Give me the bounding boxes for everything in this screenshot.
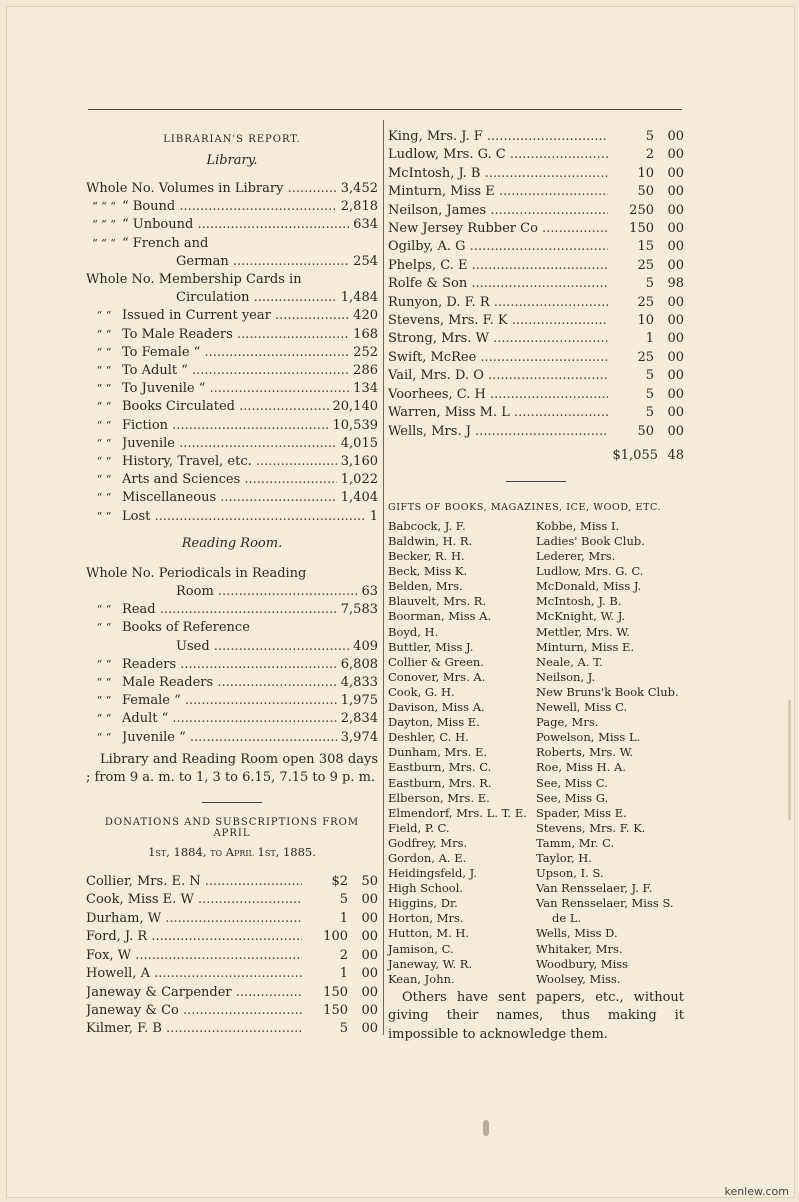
donation-dollars: 5: [645, 129, 654, 144]
gift-donor: Newell, Miss C.: [536, 700, 628, 715]
gift-donor: See, Miss G.: [536, 790, 609, 805]
gift-donor: McDonald, Miss J.: [536, 579, 642, 594]
donation-row: [388, 165, 684, 183]
donation-cents: 00: [361, 929, 378, 945]
donor-name: Durham, W .....: [86, 910, 302, 928]
stat-row: [86, 380, 378, 398]
stat-value: 3,452: [340, 181, 378, 196]
gift-donor: Ludlow, Mrs. G. C.: [536, 564, 644, 579]
gift-donor: High School.: [388, 881, 464, 896]
stat-value: 409: [353, 638, 378, 654]
donor-name: Ludlow, Mrs. G. C .....: [388, 146, 608, 164]
stat-row: [86, 489, 378, 507]
gift-donor: Whitaker, Mrs.: [536, 941, 623, 956]
donor-name: New Jersey Rubber Co .....: [388, 220, 608, 238]
donation-row: [86, 1020, 378, 1038]
donation-dollars: 250: [629, 202, 654, 218]
stat-value: 4,015: [340, 435, 378, 451]
donation-cents: 50: [361, 874, 378, 890]
gift-donor: Ladies' Book Club.: [536, 534, 645, 548]
gift-donor: Deshler, C. H.: [388, 730, 469, 745]
donor-name: Kilmer, F. B .....: [86, 1020, 302, 1038]
gift-donor: Belden, Mrs.: [388, 579, 463, 594]
gift-donor: Conover, Mrs. A.: [388, 669, 486, 684]
donation-cents: 00: [361, 984, 378, 1000]
stat-row: [86, 253, 378, 271]
stat-row: [86, 471, 378, 489]
donation-cents: 00: [361, 892, 378, 908]
stat-row: [86, 674, 378, 692]
stat-row: [86, 638, 378, 656]
stat-label: “ Bound .....: [122, 198, 337, 216]
gift-donor: Blauvelt, Mrs. R.: [388, 594, 487, 609]
donation-row: [86, 873, 378, 891]
stat-value: 4,833: [340, 675, 378, 691]
ditto-marks: “ “: [96, 418, 112, 432]
stat-row: [86, 216, 378, 234]
donor-name: Janeway & Co .....: [86, 1002, 302, 1020]
donation-cents: 00: [667, 294, 684, 310]
stat-value: 286: [353, 363, 378, 379]
donation-dollars: 25: [637, 257, 654, 273]
donation-cents: 00: [667, 147, 684, 163]
stat-value: 1: [369, 508, 378, 524]
ditto-marks: “ “: [96, 657, 112, 671]
donation-row: [388, 312, 684, 330]
ditto-marks: “ “: [96, 382, 112, 396]
stat-value: 1,404: [340, 490, 378, 506]
donor-name: Vail, Mrs. D. O .....: [388, 367, 608, 385]
donation-row: [388, 257, 684, 275]
stat-label: History, Travel, etc. .....: [122, 453, 337, 471]
donation-row: [388, 220, 684, 238]
gift-donor: Hutton, M. H.: [388, 926, 470, 941]
stat-label: German .....: [86, 253, 349, 271]
stat-row: [86, 289, 378, 307]
stat-label: Whole No. Membership Cards in: [86, 272, 302, 288]
donation-dollars: 5: [645, 386, 654, 402]
stat-row: [86, 453, 378, 471]
donation-dollars: 2: [339, 947, 348, 963]
total-cents: 48: [667, 447, 684, 463]
gift-donor: Elberson, Mrs. E.: [388, 790, 490, 805]
gift-donor: Page, Mrs.: [536, 715, 599, 730]
gift-donor: Jamison, C.: [388, 941, 454, 956]
reading-room-table: [86, 565, 378, 747]
stat-label: Juvenile .....: [122, 435, 337, 453]
stat-label: Readers .....: [122, 656, 337, 674]
stat-label: Adult “ .....: [122, 710, 337, 728]
gift-donor: Dayton, Miss E.: [388, 715, 480, 730]
donation-cents: 00: [667, 423, 684, 439]
donation-row: [86, 1002, 378, 1020]
donor-name: McIntosh, J. B .....: [388, 165, 608, 183]
ditto-marks: “ “ “: [92, 218, 116, 232]
stat-label: Whole No. Volumes in Library .....: [86, 180, 337, 198]
gift-donor: Roberts, Mrs. W.: [536, 745, 634, 760]
donation-dollars: 5: [339, 892, 348, 908]
donation-dollars: 10: [637, 313, 654, 329]
stat-value: 634: [353, 217, 378, 233]
gift-donor: Gordon, A. E.: [388, 850, 467, 865]
donation-row: [86, 928, 378, 946]
gift-donor: Cook, G. H.: [388, 684, 455, 699]
donation-row: [86, 891, 378, 909]
donation-row: [388, 294, 684, 312]
gifts-note: Others have sent papers, etc., without giving their names, thus making it impossible to acknowledge them.: [388, 989, 684, 1042]
gift-donor: See, Miss C.: [536, 775, 608, 790]
donation-dollars: 25: [637, 349, 654, 365]
donation-dollars: 15: [637, 239, 654, 255]
donor-name: Runyon, D. F. R .....: [388, 294, 608, 312]
stat-label: To Adult “ .....: [122, 362, 349, 380]
stat-label: Room .....: [86, 583, 357, 601]
donation-dollars: 5: [645, 368, 654, 384]
donation-row: [388, 275, 684, 293]
donor-name: Fox, W .....: [86, 947, 302, 965]
donation-cents: 00: [667, 129, 684, 144]
donation-cents: 00: [667, 239, 684, 255]
donation-row: [86, 984, 378, 1002]
donor-name: Voorhees, C. H .....: [388, 386, 608, 404]
donation-dollars: 100: [323, 929, 348, 945]
left-column: [86, 134, 378, 1039]
donor-name: Howell, A .....: [86, 965, 302, 983]
stat-row: [86, 417, 378, 435]
donor-name: Warren, Miss M. L .....: [388, 404, 608, 422]
ditto-marks: “ “: [96, 345, 112, 359]
gift-donor: McKnight, W. J.: [536, 609, 626, 624]
stat-value: 3,160: [340, 454, 378, 470]
library-heading: Library.: [206, 153, 258, 168]
hours-paragraph: Library and Reading Room open 308 days ; from 9 a. m. to 1, 3 to 6.15, 7.15 to 9 p. m.: [86, 751, 378, 786]
donation-dollars: 50: [637, 184, 654, 200]
stat-value: 2,818: [340, 199, 378, 215]
ditto-marks: “ “: [96, 621, 112, 635]
column-divider: [383, 120, 384, 1035]
donor-name: Minturn, Miss E .....: [388, 183, 608, 201]
stat-row: [86, 180, 378, 198]
stat-value: 1,484: [340, 290, 378, 306]
ditto-marks: “ “: [96, 364, 112, 378]
donor-name: King, Mrs. J. F .....: [388, 128, 608, 146]
stat-row: [86, 508, 378, 526]
total-dollars: $1,055: [612, 447, 658, 463]
ditto-marks: “ “: [96, 455, 112, 469]
stat-value: 7,583: [340, 602, 378, 618]
gift-donor: Buttler, Miss J.: [388, 639, 474, 654]
donation-cents: 00: [361, 966, 378, 982]
donation-cents: 00: [667, 184, 684, 200]
donation-row: [388, 349, 684, 367]
stat-row: [86, 362, 378, 380]
stat-value: 1,975: [340, 693, 378, 709]
stat-label: “ Unbound .....: [122, 216, 349, 234]
stat-value: 420: [353, 308, 378, 324]
donation-cents: 00: [361, 1021, 378, 1037]
ditto-marks: “ “: [96, 712, 112, 726]
gift-donor: Collier & Green.: [388, 654, 484, 669]
donation-cents: 00: [361, 947, 378, 963]
stat-row: [86, 656, 378, 674]
stat-value: 252: [353, 344, 378, 360]
stat-value: 1,022: [340, 472, 378, 488]
donations-title-line1: DONATIONS AND SUBSCRIPTIONS FROM APRIL: [104, 817, 360, 840]
gift-donor: Kobbe, Miss I.: [536, 518, 620, 533]
donation-row: [388, 330, 684, 348]
gift-donor: Eastburn, Mrs. C.: [388, 760, 492, 775]
gift-donor: Babcock, J. F.: [388, 518, 466, 533]
donation-cents: 00: [361, 1002, 378, 1018]
stat-row: [86, 435, 378, 453]
donor-name: Rolfe & Son .....: [388, 275, 608, 293]
ditto-marks: “ “: [96, 473, 112, 487]
donor-name: Strong, Mrs. W .....: [388, 330, 608, 348]
stat-label: Arts and Sciences .....: [122, 471, 337, 489]
stat-value: 3,974: [340, 729, 378, 745]
donation-dollars: 5: [645, 276, 654, 292]
stat-value: 254: [353, 253, 378, 269]
gifts-title: GIFTS OF BOOKS, MAGAZINES, ICE, WOOD, ETC.: [388, 501, 662, 513]
donation-dollars: 1: [645, 331, 654, 347]
gift-donor: Davison, Miss A.: [388, 700, 485, 715]
donor-name: Janeway & Carpender .....: [86, 984, 302, 1002]
librarian-report-title: LIBRARIAN'S REPORT.: [163, 134, 301, 145]
top-rule: [88, 109, 682, 110]
stat-label: To Male Readers .....: [122, 326, 349, 344]
donation-cents: 98: [667, 276, 684, 292]
donation-dollars: 5: [339, 1021, 348, 1037]
stat-label: To Juvenile “ .....: [122, 380, 349, 398]
gift-donor: Boyd, H.: [388, 624, 439, 639]
ditto-marks: “ “: [96, 603, 112, 617]
donor-name: Wells, Mrs. J .....: [388, 423, 608, 441]
donation-cents: 00: [667, 405, 684, 421]
ditto-marks: “ “: [96, 694, 112, 708]
gift-donor: Baldwin, H. R.: [388, 534, 473, 548]
donation-dollars: 5: [645, 405, 654, 421]
stat-row: [86, 307, 378, 325]
ditto-marks: “ “: [96, 400, 112, 414]
gift-donor: Godfrey, Mrs.: [388, 835, 468, 850]
gift-donor: Kean, John.: [388, 971, 455, 986]
donations-right-list: [388, 128, 684, 441]
reading-room-heading: Reading Room.: [181, 535, 283, 551]
donation-cents: 00: [667, 368, 684, 384]
gift-donor: Janeway, W. R.: [388, 956, 473, 971]
gift-donor: Higgins, Dr.: [388, 896, 458, 911]
section-divider: [202, 802, 262, 803]
gift-donor: Dunham, Mrs. E.: [388, 745, 488, 760]
ditto-marks: “ “ “: [92, 236, 116, 250]
stat-row: [86, 398, 378, 416]
donation-cents: 00: [667, 349, 684, 365]
gift-donor: Tamm, Mr. C.: [536, 835, 615, 850]
donation-row: [388, 386, 684, 404]
ditto-marks: “ “: [96, 327, 112, 341]
donation-dollars: $2: [331, 874, 348, 890]
paper-stain: [483, 1120, 489, 1136]
gift-donor: Van Rensselaer, Miss S.: [536, 896, 674, 911]
stat-row: [86, 710, 378, 728]
donation-cents: 00: [667, 313, 684, 329]
donation-row: [86, 910, 378, 928]
donation-cents: 00: [667, 331, 684, 347]
stat-label: Read .....: [122, 601, 337, 619]
gift-donor: Lederer, Mrs.: [536, 549, 616, 564]
stat-label: Circulation .....: [86, 289, 337, 307]
stat-label: Lost .....: [122, 508, 366, 526]
donation-dollars: 150: [323, 984, 348, 1000]
donation-cents: 00: [667, 257, 684, 273]
ditto-marks: “ “: [96, 309, 112, 323]
donor-name: Stevens, Mrs. F. K .....: [388, 312, 608, 330]
donation-row: [86, 965, 378, 983]
donations-left-list: [86, 873, 378, 1039]
stat-row: [86, 565, 378, 583]
gift-donor: Stevens, Mrs. F. K.: [536, 820, 646, 835]
stat-value: 10,539: [332, 417, 378, 433]
stat-label: Books of Reference: [122, 620, 250, 636]
stat-label: Used .....: [86, 638, 349, 656]
stat-row: [86, 583, 378, 601]
right-column: [388, 128, 684, 1045]
stat-value: 168: [353, 326, 378, 342]
donation-dollars: 10: [637, 165, 654, 181]
stat-label: Books Circulated .....: [122, 398, 329, 416]
donor-name: Collier, Mrs. E. N .....: [86, 873, 302, 891]
stat-value: 63: [361, 584, 378, 600]
donation-row: [388, 423, 684, 441]
donor-name: Swift, McRee .....: [388, 349, 608, 367]
donation-cents: 00: [667, 221, 684, 237]
ditto-marks: “ “: [96, 676, 112, 690]
gift-donor: Van Rensselaer, J. F.: [536, 881, 653, 896]
donation-cents: 00: [667, 202, 684, 218]
donation-row: [388, 183, 684, 201]
stat-row: [86, 619, 378, 637]
stat-label: Male Readers .....: [122, 674, 337, 692]
stat-row: [86, 198, 378, 216]
library-table: [86, 180, 378, 526]
stat-label: “ French and: [122, 235, 209, 251]
gift-donor: Becker, R. H.: [388, 549, 465, 564]
gift-donor: Eastburn, Mrs. R.: [388, 775, 492, 790]
gift-donor: Beck, Miss K.: [388, 564, 468, 579]
gift-donor: Heidingsfeld, J.: [388, 866, 478, 881]
ditto-marks: “ “: [96, 491, 112, 505]
gifts-list: [388, 519, 684, 987]
gift-donor: Wells, Miss D.: [536, 926, 618, 941]
gift-donor: Powelson, Miss L.: [536, 730, 641, 745]
ditto-marks: “ “: [96, 436, 112, 450]
stat-row: [86, 326, 378, 344]
gift-donor: Woodbury, Miss: [536, 956, 629, 971]
gift-donor: de L.: [552, 911, 582, 926]
ditto-marks: “ “ “: [92, 200, 116, 214]
stat-value: 20,140: [332, 399, 378, 415]
donation-dollars: 2: [645, 147, 654, 163]
paper-edge: [788, 700, 791, 820]
stat-label: Juvenile “ .....: [122, 729, 337, 747]
ditto-marks: “ “: [96, 730, 112, 744]
donation-dollars: 1: [339, 966, 348, 982]
donation-cents: 00: [361, 910, 378, 926]
watermark: kenlew.com: [724, 1185, 789, 1198]
stat-row: [86, 601, 378, 619]
gift-donor: Elmendorf, Mrs. L. T. E.: [388, 805, 527, 820]
donor-name: Cook, Miss E. W .....: [86, 891, 302, 909]
stat-row: [86, 729, 378, 747]
gift-donor: Neilson, J.: [536, 669, 596, 684]
gift-donor: McIntosh, J. B.: [536, 594, 622, 609]
donation-dollars: 50: [637, 423, 654, 439]
gift-donor: Minturn, Miss E.: [536, 639, 635, 654]
donation-row: [388, 404, 684, 422]
donation-row: [388, 202, 684, 220]
stat-label: Female “ .....: [122, 692, 337, 710]
donation-dollars: 1: [339, 910, 348, 926]
section-divider: [506, 481, 566, 482]
donation-row: [388, 146, 684, 164]
donation-row: [388, 128, 684, 146]
stat-label: To Female “ .....: [122, 344, 349, 362]
stat-label: Miscellaneous .....: [122, 489, 337, 507]
stat-value: 134: [353, 381, 378, 397]
gift-donor: Roe, Miss H. A.: [536, 760, 626, 775]
gift-donor: Upson, I. S.: [536, 866, 604, 881]
donation-row: [388, 238, 684, 256]
donor-name: Neilson, James .....: [388, 202, 608, 220]
donor-name: Ford, J. R .....: [86, 928, 302, 946]
stat-value: 2,834: [340, 711, 378, 727]
stat-label: Fiction .....: [122, 417, 329, 435]
stat-row: [86, 692, 378, 710]
gift-donor: Horton, Mrs.: [388, 911, 464, 926]
gift-donor: Neale, A. T.: [536, 654, 603, 669]
donation-dollars: 150: [629, 221, 654, 237]
donation-dollars: 150: [323, 1002, 348, 1018]
donation-cents: 00: [667, 386, 684, 402]
donation-cents: 00: [667, 165, 684, 181]
stat-row: [86, 271, 378, 289]
donor-name: Phelps, C. E .....: [388, 257, 608, 275]
donor-name: Ogilby, A. G .....: [388, 238, 608, 256]
donation-row: [86, 947, 378, 965]
gift-donor: Mettler, Mrs. W.: [536, 624, 630, 639]
gift-donor: Taylor, H.: [536, 850, 592, 865]
stat-row: [86, 344, 378, 362]
stat-row: [86, 235, 378, 253]
ditto-marks: “ “: [96, 509, 112, 523]
stat-value: 6,808: [340, 656, 378, 672]
stat-label: Issued in Current year .....: [122, 307, 349, 325]
donation-row: [388, 367, 684, 385]
gift-donor: Field, P. C.: [388, 820, 450, 835]
gift-donor: Boorman, Miss A.: [388, 609, 492, 624]
gift-donor: Woolsey, Miss.: [536, 971, 621, 986]
gift-donor: New Bruns'k Book Club.: [536, 684, 679, 699]
donations-title-line2: 1st, 1884, to April 1st, 1885.: [148, 845, 316, 860]
gift-donor: Spader, Miss E.: [536, 805, 627, 820]
donations-total: [388, 447, 684, 465]
stat-label: Whole No. Periodicals in Reading: [86, 565, 307, 581]
donation-dollars: 25: [637, 294, 654, 310]
